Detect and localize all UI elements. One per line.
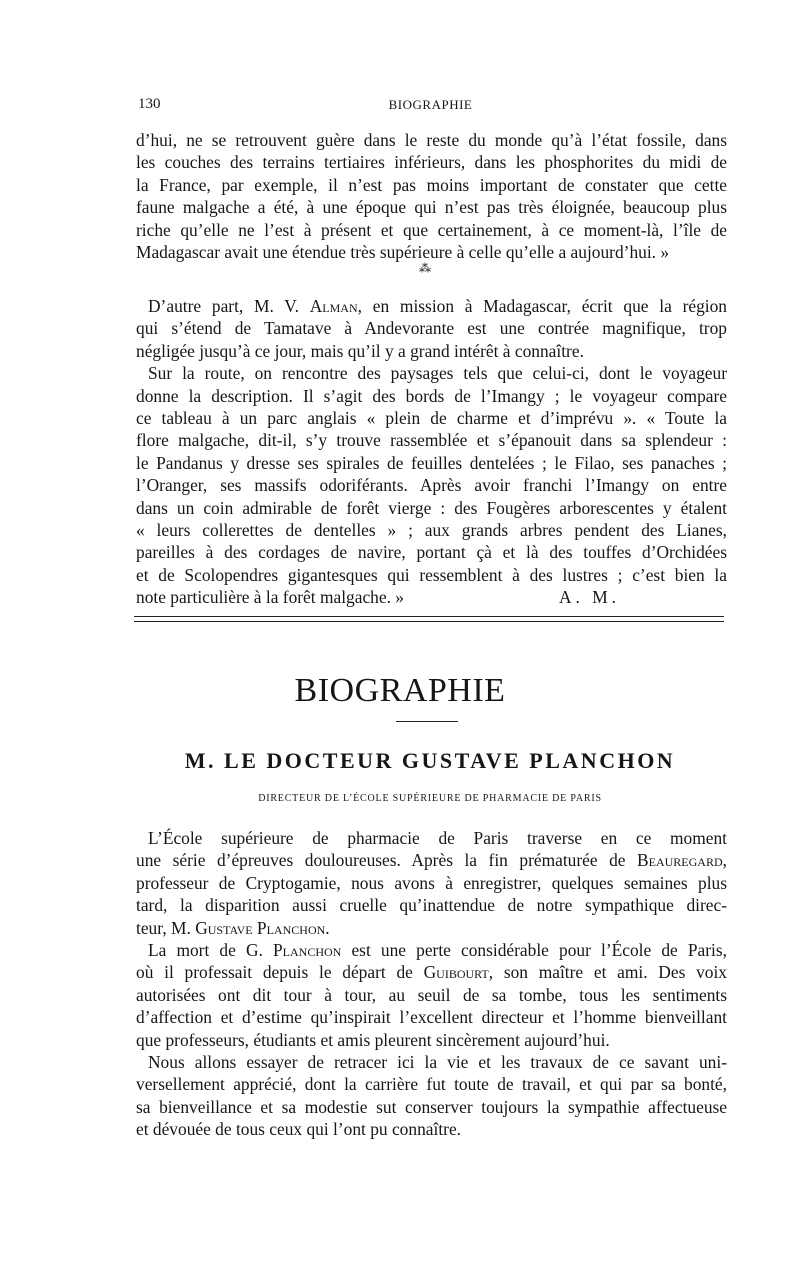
section-divider [134, 621, 724, 622]
biography-subject: M. LE DOCTEUR GUSTAVE PLANCHON [184, 748, 676, 773]
text-line: tard, la disparition aussi cruelle qu’inattendue de notre sympathique direc- [136, 895, 727, 916]
text-line: Madagascar avait une étendue très supérieure à celle qu’elle a aujourd’hui. » [136, 242, 670, 263]
asterism-separator: ⁂ [419, 261, 431, 275]
section-title: BIOGRAPHIE [294, 672, 506, 709]
text-line: et dévouée de tous ceux qui l’ont pu connaître. [136, 1119, 462, 1140]
text-line: La mort de G. Planchon est une perte considérable pour l’École de Paris, [148, 940, 727, 961]
text-line: teur, M. Gustave Planchon. [136, 917, 330, 938]
text-line: autorisées ont dit tour à tour, au seuil de sa tombe, tous les sentiments [136, 984, 727, 1005]
article-madagascar [136, 295, 727, 609]
text-line: et de Scolopendres gigantesques qui ressemblent à des lustres ; c’est bien la [136, 564, 727, 585]
quote-continuation [136, 129, 727, 263]
text-line: L’École supérieure de pharmacie de Paris traverse en ce moment [148, 828, 727, 848]
subject-role: DIRECTEUR DE L’ÉCOLE SUPÉRIEURE DE PHARMACIE DE PARIS [258, 793, 602, 804]
text-line: le Pandanus y dresse ses spirales de feuilles dentelées ; le Filao, ses panaches ; [136, 452, 727, 473]
text-line: D’autre part, M. V. Alman, en mission à Madagascar, écrit que la région [148, 296, 727, 316]
text-line: flore malgache, dit-il, s’y trouve rassemblée et s’épanouit dans sa splendeur : [136, 430, 727, 451]
text-line: la France, par exemple, il n’est pas moins important de constater que cette [136, 174, 727, 195]
text-line: négligée jusqu’à ce jour, mais qu’il y a grand intérêt à connaître. [136, 340, 584, 361]
text-line: d’affection et d’estime qu’inspirait l’excellent directeur et l’homme bienveillant [136, 1007, 727, 1028]
biography-text [136, 827, 727, 1141]
text-line: sa bienveillance et sa modestie sut conserver toujours la sympathie affectueuse [136, 1096, 727, 1117]
text-line: faune malgache a été, à une époque qui n’est pas très éloignée, beaucoup plus [136, 197, 727, 218]
text-line: Nous allons essayer de retracer ici la vie et les travaux de ce savant uni- [148, 1052, 727, 1073]
page-header [138, 96, 723, 116]
signature: A. M. [558, 587, 621, 608]
running-head: BIOGRAPHIE [388, 97, 473, 112]
text-line: donne la description. Il s’agit des bords de l’Imangy ; le voyageur compare [136, 385, 727, 406]
section-divider [134, 616, 724, 617]
author-name: Alman [309, 296, 358, 316]
text-line: d’hui, ne se retrouvent guère dans le reste du monde qu’à l’état fossile, dans [136, 130, 727, 150]
text-line: professeur de Cryptogamie, nous avons à enregistrer, quelques semaines plus [136, 872, 727, 893]
text-line: où il professait depuis le départ de Guibourt, son maître et ami. Des voix [136, 962, 728, 983]
text-line: versellement apprécié, dont la carrière fut toute de travail, et qui par sa bonté, [136, 1074, 727, 1095]
text-line: que professeurs, étudiants et amis pleurent sincèrement aujourd’hui. [136, 1029, 610, 1050]
text-line: pareilles à des cordages de navire, portant çà et là des touffes d’Orchidées [136, 542, 727, 563]
page-number: 130 [138, 96, 161, 112]
text-line: une série d’épreuves douloureuses. Après la fin prématurée de Beauregard, [136, 850, 727, 871]
text-line: note particulière à la forêt malgache. » A. M. [136, 587, 621, 608]
text-line: riche qu’elle ne l’est à présent et que certainement, à ce moment-là, l’île de [136, 219, 727, 240]
text-line: Sur la route, on rencontre des paysages tels que celui-ci, dont le voyageur [148, 363, 727, 384]
text-line: les couches des terrains tertiaires inférieurs, dans les phosphorites du midi de [136, 152, 727, 173]
text-line: l’Oranger, ses massifs odoriférants. Après avoir franchi l’Imangy on entre [136, 475, 727, 496]
text-line: qui s’étend de Tamatave à Andevorante est une contrée magnifique, trop [136, 318, 727, 339]
title-underline [396, 721, 458, 722]
text-line: dans un coin admirable de forêt vierge : des Fougères arborescentes y étalent [136, 497, 727, 518]
text-line: ce tableau à un parc anglais « plein de charme et d’imprévu ». « Toute la [136, 408, 727, 429]
text-line: « leurs collerettes de dentelles » ; aux grands arbres pendent des Lianes, [136, 520, 727, 541]
